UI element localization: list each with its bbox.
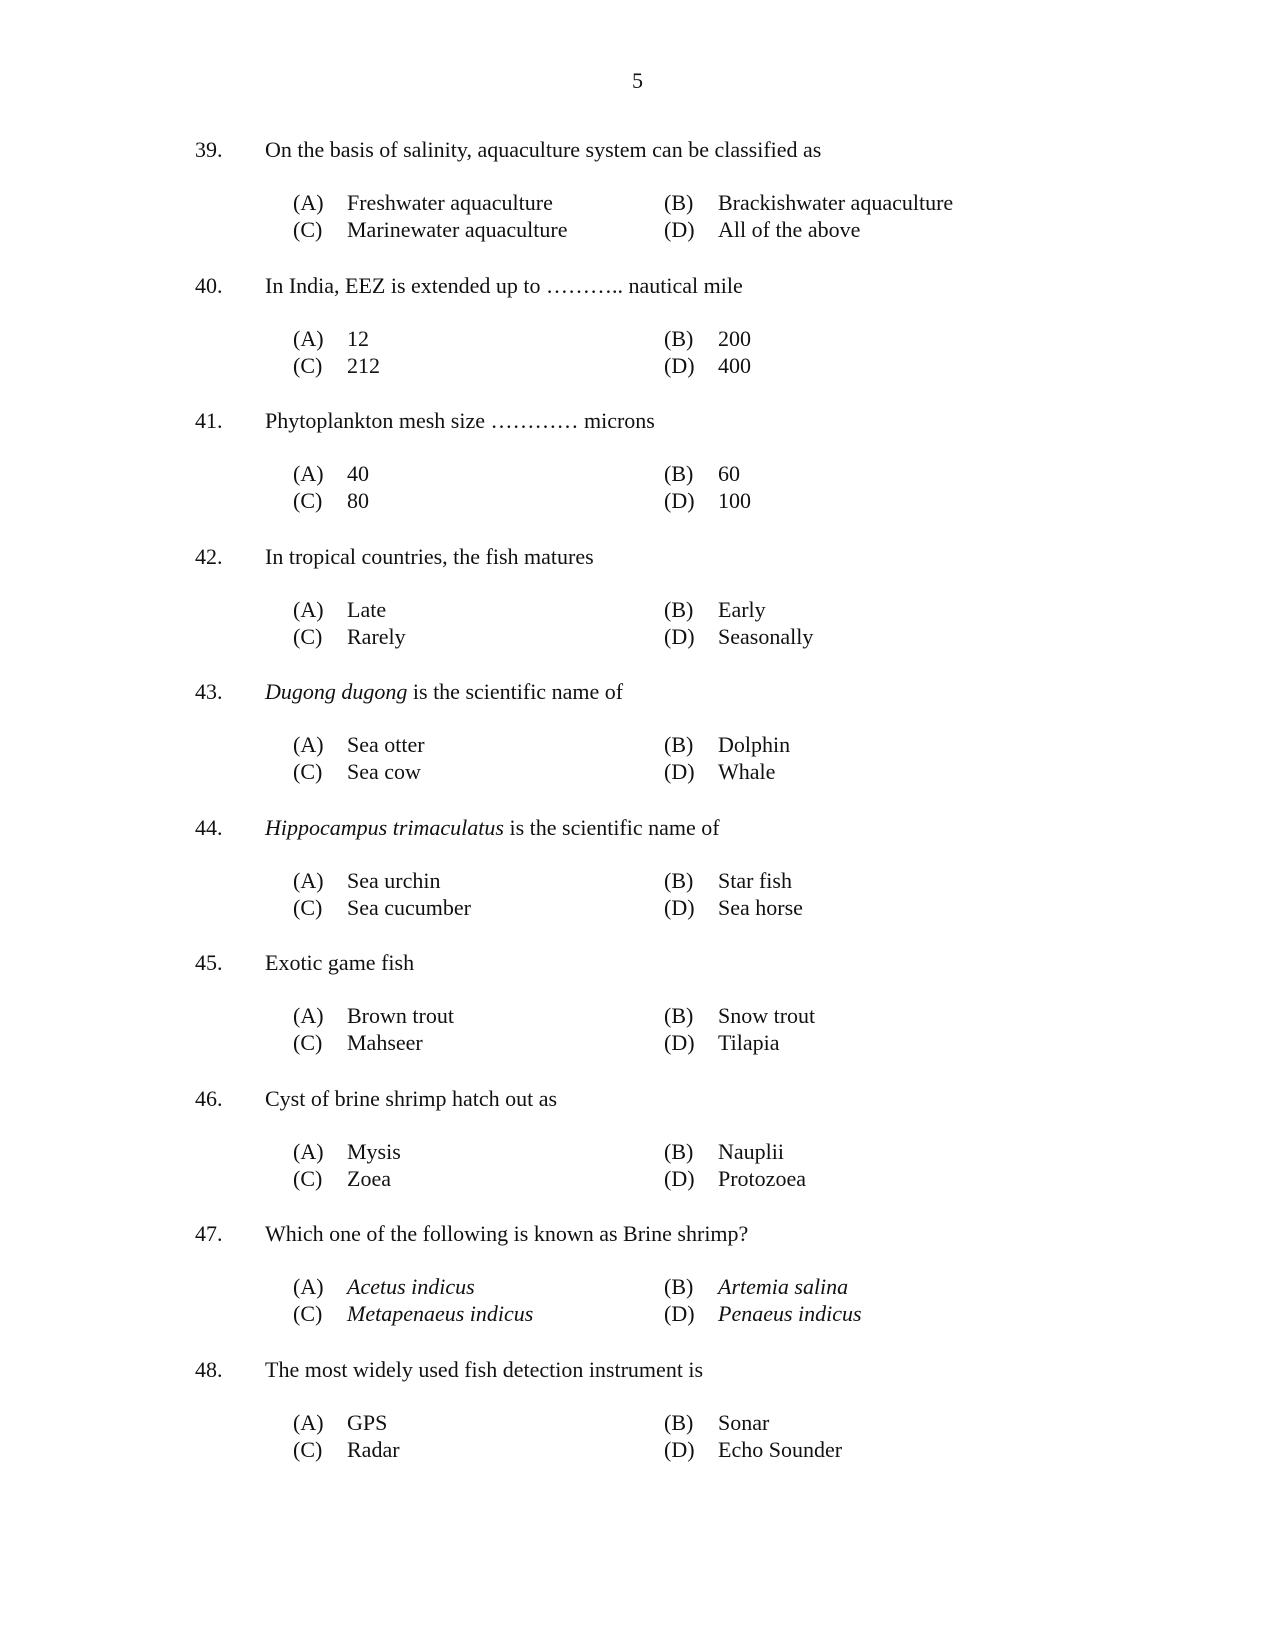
option-text: 12 — [347, 325, 369, 351]
question-text — [265, 678, 623, 706]
option-letter: (A) — [293, 732, 324, 757]
option-letter: (C) — [293, 1301, 323, 1326]
answer-option — [293, 325, 369, 352]
option-text: 200 — [718, 325, 751, 351]
option-text: Sea cucumber — [347, 894, 471, 920]
question-list — [0, 136, 1275, 1491]
question-text-italic: Hippocampus trimaculatus — [265, 814, 504, 840]
option-text: 40 — [347, 461, 369, 486]
option-letter: (A) — [293, 596, 324, 622]
question-number: 39. — [195, 137, 223, 162]
answer-option — [664, 216, 860, 243]
option-letter: (D) — [664, 217, 695, 242]
question-text-part: Which one of the following is known as Brine shrimp? — [265, 1221, 749, 1246]
question-text — [265, 136, 821, 164]
answer-option — [293, 1436, 400, 1463]
question-text — [265, 1356, 703, 1384]
option-text: Seasonally — [718, 623, 814, 649]
question-text-part: Phytoplankton mesh size ………… microns — [265, 408, 655, 433]
option-letter: (B) — [664, 325, 694, 351]
answer-option — [293, 352, 380, 379]
question-text — [265, 272, 743, 300]
option-letter: (D) — [664, 352, 695, 378]
question-item — [0, 678, 1275, 814]
option-letter: (D) — [664, 1301, 695, 1326]
answer-option — [664, 352, 751, 379]
option-text: Mysis — [347, 1138, 401, 1164]
answer-option — [293, 1138, 401, 1165]
answer-option — [293, 487, 369, 514]
option-text: Dolphin — [718, 732, 791, 757]
option-text: Marinewater aquaculture — [347, 217, 568, 242]
option-text: 100 — [718, 488, 751, 513]
option-letter: (B) — [664, 190, 694, 215]
option-letter: (D) — [664, 759, 695, 784]
option-text: All of the above — [718, 217, 861, 242]
question-text-italic: Dugong dugong — [265, 679, 408, 704]
answer-option — [293, 623, 406, 650]
question-text-part: Cyst of brine shrimp hatch out as — [265, 1085, 558, 1111]
answer-option — [664, 189, 953, 216]
question-text-part: is the scientific name of — [407, 679, 624, 704]
option-text: Rarely — [347, 623, 406, 649]
question-text-part: In India, EEZ is extended up to ……….. nautical mile — [265, 272, 743, 298]
answer-option — [664, 1165, 806, 1192]
option-text: Brown trout — [347, 1003, 454, 1028]
option-letter: (C) — [293, 352, 323, 378]
option-text: Freshwater aquaculture — [347, 190, 553, 215]
answer-option — [293, 731, 425, 758]
option-text: Whale — [718, 759, 776, 784]
option-letter: (A) — [293, 1409, 324, 1435]
option-text: Metapenaeus indicus — [347, 1301, 534, 1326]
answer-option — [664, 731, 790, 758]
option-text: Protozoea — [718, 1165, 806, 1191]
question-number: 42. — [195, 543, 223, 569]
answer-option — [664, 1300, 862, 1327]
answer-option — [293, 189, 553, 216]
option-text: 400 — [718, 352, 751, 378]
option-text: Sea otter — [347, 732, 425, 757]
option-letter: (C) — [293, 894, 323, 920]
answer-option — [664, 758, 775, 785]
option-letter: (B) — [664, 1003, 694, 1028]
answer-option — [664, 487, 751, 514]
question-number: 44. — [195, 814, 223, 840]
option-letter: (A) — [293, 1138, 324, 1164]
question-number: 45. — [195, 950, 223, 975]
question-text-part: Exotic game fish — [265, 950, 415, 975]
option-text: Mahseer — [347, 1030, 423, 1055]
question-item — [0, 272, 1275, 408]
option-text: 60 — [718, 461, 740, 486]
option-text: Acetus indicus — [347, 1274, 475, 1299]
answer-option — [293, 1002, 454, 1029]
answer-option — [664, 1273, 848, 1300]
option-letter: (D) — [664, 1165, 695, 1191]
answer-option — [293, 596, 386, 623]
answer-option — [664, 325, 751, 352]
option-letter: (C) — [293, 1165, 323, 1191]
question-text — [265, 949, 414, 977]
option-letter: (C) — [293, 759, 323, 784]
question-text-part: In tropical countries, the fish matures — [265, 543, 594, 569]
option-letter: (A) — [293, 461, 324, 486]
question-item — [0, 543, 1275, 679]
question-item — [0, 407, 1275, 543]
question-item — [0, 814, 1275, 950]
option-letter: (C) — [293, 488, 323, 513]
option-text: Star fish — [718, 867, 792, 893]
question-text — [265, 1085, 557, 1113]
answer-option — [664, 1002, 815, 1029]
question-number: 48. — [195, 1356, 223, 1382]
question-number: 46. — [195, 1085, 223, 1111]
option-letter: (D) — [664, 1030, 695, 1055]
answer-option — [664, 1138, 784, 1165]
option-text: Snow trout — [718, 1003, 816, 1028]
option-letter: (C) — [293, 1030, 323, 1055]
option-letter: (C) — [293, 1436, 323, 1462]
option-letter: (B) — [664, 1138, 694, 1164]
answer-option — [664, 460, 740, 487]
question-text — [265, 407, 655, 435]
question-text-part: On the basis of salinity, aquaculture system can be classified as — [265, 137, 822, 162]
answer-option — [664, 623, 813, 650]
option-text: Sea horse — [718, 894, 803, 920]
question-text — [265, 543, 594, 571]
option-text: 212 — [347, 352, 380, 378]
answer-option — [293, 1165, 391, 1192]
question-item — [0, 1356, 1275, 1492]
option-letter: (A) — [293, 325, 324, 351]
option-letter: (B) — [664, 461, 694, 486]
answer-option — [664, 1409, 769, 1436]
answer-option — [293, 1029, 423, 1056]
option-letter: (B) — [664, 867, 694, 893]
answer-option — [664, 894, 803, 921]
option-letter: (B) — [664, 1274, 694, 1299]
option-text: Tilapia — [718, 1030, 780, 1055]
option-text: 80 — [347, 488, 369, 513]
question-item — [0, 1220, 1275, 1356]
question-number: 41. — [195, 408, 223, 433]
option-text: Brackishwater aquaculture — [718, 190, 954, 215]
option-text: Sonar — [718, 1409, 770, 1435]
option-text: Nauplii — [718, 1138, 784, 1164]
answer-option — [664, 1436, 842, 1463]
option-letter: (A) — [293, 1003, 324, 1028]
answer-option — [293, 894, 471, 921]
question-item — [0, 136, 1275, 272]
option-letter: (A) — [293, 190, 324, 215]
option-text: Radar — [347, 1436, 400, 1462]
question-text-part: The most widely used fish detection instrument is — [265, 1356, 704, 1382]
question-item — [0, 949, 1275, 1085]
option-text: Penaeus indicus — [718, 1301, 862, 1326]
question-item — [0, 1085, 1275, 1221]
option-letter: (B) — [664, 596, 694, 622]
option-text: Sea cow — [347, 759, 421, 784]
option-text: Early — [718, 596, 766, 622]
answer-option — [293, 758, 421, 785]
answer-option — [664, 1029, 780, 1056]
page-number: 5 — [632, 68, 643, 93]
option-text: Late — [347, 596, 387, 622]
option-text: Zoea — [347, 1165, 391, 1191]
question-number: 47. — [195, 1221, 223, 1246]
question-number: 40. — [195, 272, 223, 298]
option-text: Artemia salina — [718, 1274, 849, 1299]
option-letter: (D) — [664, 1436, 695, 1462]
answer-option — [293, 867, 440, 894]
option-letter: (C) — [293, 623, 323, 649]
option-text: Echo Sounder — [718, 1436, 843, 1462]
answer-option — [293, 1273, 475, 1300]
answer-option — [293, 216, 568, 243]
answer-option — [293, 1409, 387, 1436]
answer-option — [293, 460, 369, 487]
option-letter: (C) — [293, 217, 323, 242]
option-letter: (B) — [664, 1409, 694, 1435]
option-letter: (B) — [664, 732, 694, 757]
answer-option — [664, 867, 792, 894]
option-letter: (D) — [664, 623, 695, 649]
question-text — [265, 1220, 748, 1248]
question-number: 43. — [195, 679, 223, 704]
option-text: GPS — [347, 1409, 388, 1435]
question-text-part: is the scientific name of — [503, 814, 720, 840]
option-letter: (D) — [664, 894, 695, 920]
question-text — [265, 814, 720, 842]
option-letter: (A) — [293, 867, 324, 893]
answer-option — [293, 1300, 533, 1327]
option-letter: (D) — [664, 488, 695, 513]
option-letter: (A) — [293, 1274, 324, 1299]
answer-option — [664, 596, 766, 623]
option-text: Sea urchin — [347, 867, 441, 893]
